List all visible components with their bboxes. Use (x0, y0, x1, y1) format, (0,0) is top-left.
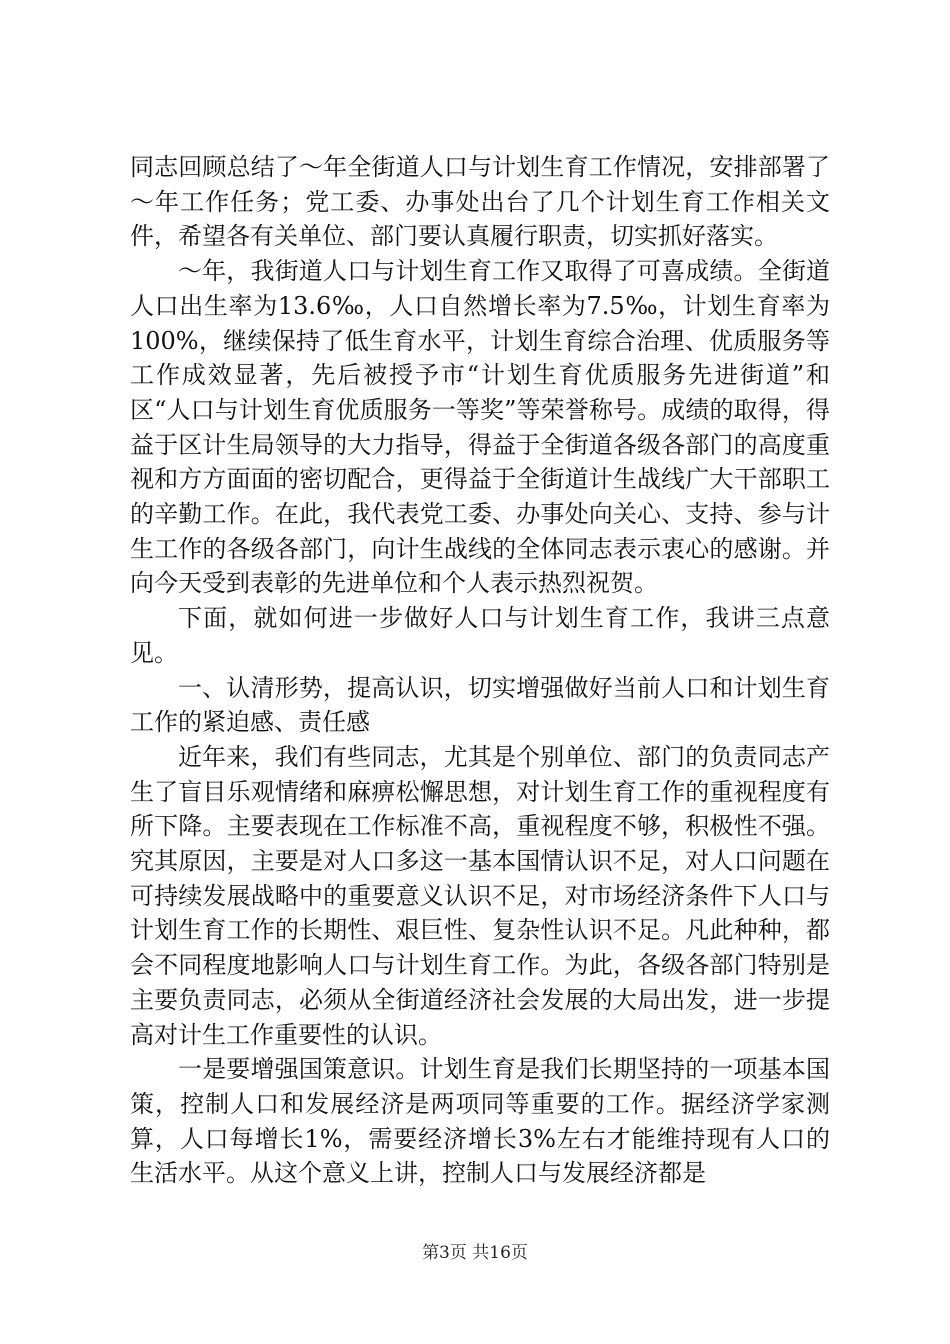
paragraph-5: 一是要增强国策意识。计划生育是我们长期坚持的一项基本国策，控制人口和发展经济是两项同等重要的工作。据经济学家测算，人口每增长1%，需要经济增长3%左右才能维持现有人口的生活水平。从这个意义上讲，控制人口与发展经济都是 (130, 1055, 830, 1188)
paragraph-4: 近年来，我们有些同志，尤其是个别单位、部门的负责同志产生了盲目乐观情绪和麻痹松懈思想，对计划生育工作的重视程度有所下降。主要表现在工作标准不高，重视程度不够，积极性不强。究其原因，主要是对人口多这一基本国情认识不足，对人口问题在可持续发展战略中的重要意义认识不足，对市场经济条件下人口与计划生育工作的长期性、艰巨性、复杂性认识不足。凡此种种，都会不同程度地影响人口与计划生育工作。为此，各级各部门特别是主要负责同志，必须从全街道经济社会发展的大局出发，进一步提高对计生工作重要性的认识。 (130, 742, 830, 1049)
paragraph-2: ～年，我街道人口与计划生育工作又取得了可喜成绩。全街道人口出生率为13.6‰，人口自然增长率为7.5‰，计划生育率为100%，继续保持了低生育水平，计划生育综合治理、优质服务等工作成效显著，先后被授予市“计划生育优质服务先进街道”和区“人口与计划生育优质服务一等奖”等荣誉称号。成绩的取得，得益于区计生局领导的大力指导，得益于全街道各级各部门的高度重视和方方面面的密切配合，更得益于全街道计生战线广大干部职工的辛勤工作。在此，我代表党工委、办事处向关心、支持、参与计生工作的各级各部门，向计生战线的全体同志表示衷心的感谢。并向今天受到表彰的先进单位和个人表示热烈祝贺。 (130, 257, 830, 598)
document-body (130, 150, 830, 1191)
paragraph-1: 同志回顾总结了～年全街道人口与计划生育工作情况，安排部署了～年工作任务；党工委、办事处出台了几个计划生育工作相关文件，希望各有关单位、部门要认真履行职责，切实抓好落实。 (130, 153, 830, 251)
page-footer: 第3页 共16页 (422, 1243, 528, 1263)
section-heading-1: 一、认清形势，提高认识，切实增强做好当前人口和计划生育工作的紧迫感、责任感 (130, 673, 830, 737)
paragraph-3: 下面，就如何进一步做好人口与计划生育工作，我讲三点意见。 (130, 604, 830, 667)
